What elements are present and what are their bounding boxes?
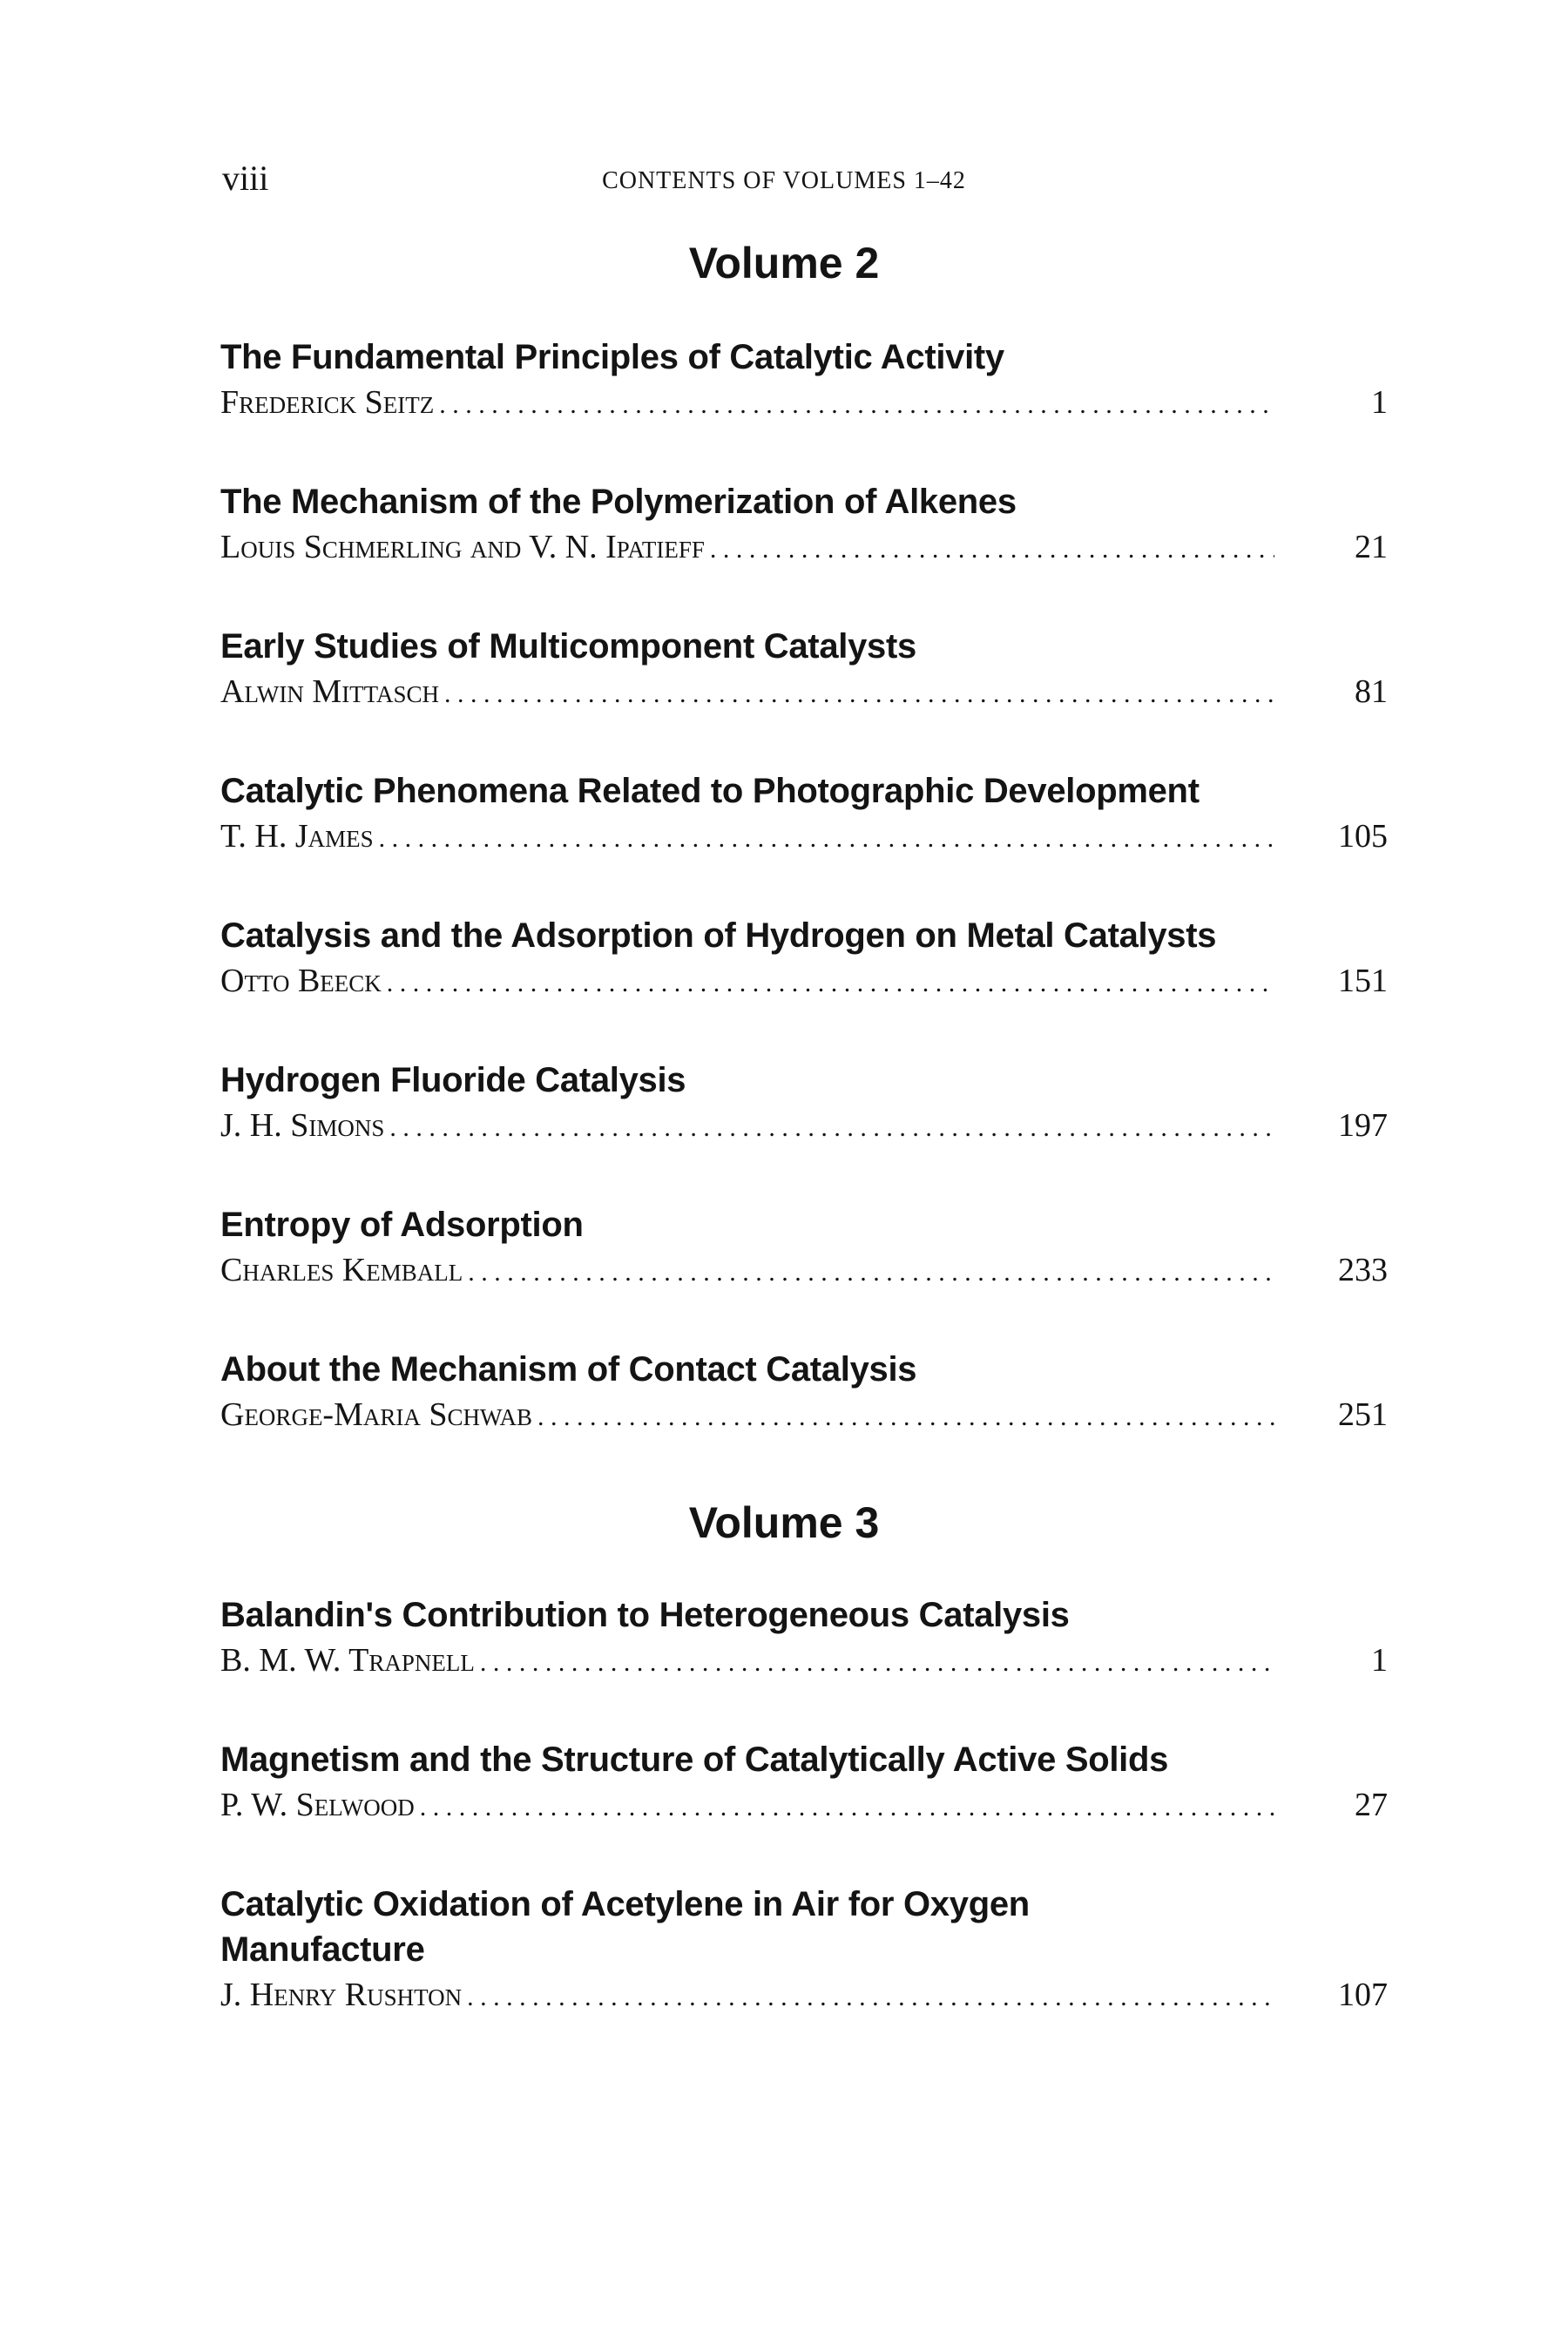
toc-entry — [220, 1592, 1388, 1683]
dot-leader — [379, 816, 1274, 862]
toc-entry — [220, 1882, 1388, 2017]
entry-title: Catalytic Oxidation of Acetylene in Air for Oxygen Manufacture — [220, 1885, 1030, 1969]
dot-leader — [467, 1975, 1274, 2020]
entry-page: 81 — [1355, 673, 1388, 710]
dot-leader — [439, 382, 1274, 428]
entry-title: Balandin's Contribution to Heterogeneous Catalysis — [220, 1596, 1070, 1634]
running-head: CONTENTS OF VOLUMES 1–42 — [602, 167, 966, 194]
entry-author: B. M. W. Trapnell — [220, 1642, 475, 1679]
entry-author: J. Henry Rushton — [220, 1977, 463, 2013]
toc-entry — [220, 768, 1388, 859]
entry-title: Early Studies of Multicomponent Catalysts — [220, 627, 916, 666]
entry-title: Entropy of Adsorption — [220, 1206, 584, 1244]
dot-leader — [389, 1105, 1274, 1151]
entry-page: 107 — [1338, 1977, 1388, 2013]
page-number-folio: viii — [222, 159, 269, 198]
dot-leader — [480, 1640, 1274, 1686]
volume-heading: Volume 2 — [688, 239, 880, 287]
dot-leader — [710, 527, 1274, 572]
toc-entry — [220, 1058, 1388, 1148]
dot-leader — [387, 961, 1274, 1006]
entry-title: Hydrogen Fluoride Catalysis — [220, 1061, 686, 1099]
entry-author: Frederick Seitz — [220, 384, 435, 421]
entry-author: Alwin Mittasch — [220, 673, 440, 710]
toc-entry — [220, 479, 1388, 570]
entry-page: 251 — [1338, 1396, 1388, 1433]
dot-leader — [420, 1785, 1274, 1830]
entry-author: Otto Beeck — [220, 963, 382, 999]
dot-leader — [537, 1395, 1274, 1440]
entry-author: J. H. Simons — [220, 1107, 385, 1144]
entry-page: 197 — [1338, 1107, 1388, 1144]
entry-page: 21 — [1355, 529, 1388, 565]
entry-author: Charles Kemball — [220, 1252, 463, 1288]
entry-author: T. H. James — [220, 818, 374, 855]
entry-title: Catalytic Phenomena Related to Photographic Development — [220, 772, 1200, 810]
entry-author: Louis Schmerling and V. N. Ipatieff — [220, 529, 705, 565]
dot-leader — [468, 1250, 1274, 1295]
entry-author: P. W. Selwood — [220, 1787, 415, 1823]
entry-page: 151 — [1338, 963, 1388, 999]
entry-page: 105 — [1338, 818, 1388, 855]
entry-title: Magnetism and the Structure of Catalytically Active Solids — [220, 1740, 1169, 1779]
entry-page: 233 — [1338, 1252, 1388, 1288]
toc-entry — [220, 335, 1388, 425]
volume-heading: Volume 3 — [688, 1498, 880, 1547]
entry-page: 1 — [1371, 384, 1388, 421]
entry-title: Catalysis and the Adsorption of Hydrogen on Metal Catalysts — [220, 916, 1217, 955]
entry-page: 27 — [1355, 1787, 1388, 1823]
toc-entry — [220, 624, 1388, 714]
entry-author: George-Maria Schwab — [220, 1396, 533, 1433]
entry-page: 1 — [1371, 1642, 1388, 1679]
toc-entry — [220, 913, 1388, 1004]
entry-title: The Mechanism of the Polymerization of Alkenes — [220, 483, 1017, 521]
toc-entry — [220, 1737, 1388, 1828]
toc-entry — [220, 1347, 1388, 1437]
entry-title: About the Mechanism of Contact Catalysis — [220, 1350, 917, 1389]
dot-leader — [444, 672, 1274, 717]
toc-entry — [220, 1202, 1388, 1293]
entry-title: The Fundamental Principles of Catalytic Activity — [220, 338, 1004, 376]
